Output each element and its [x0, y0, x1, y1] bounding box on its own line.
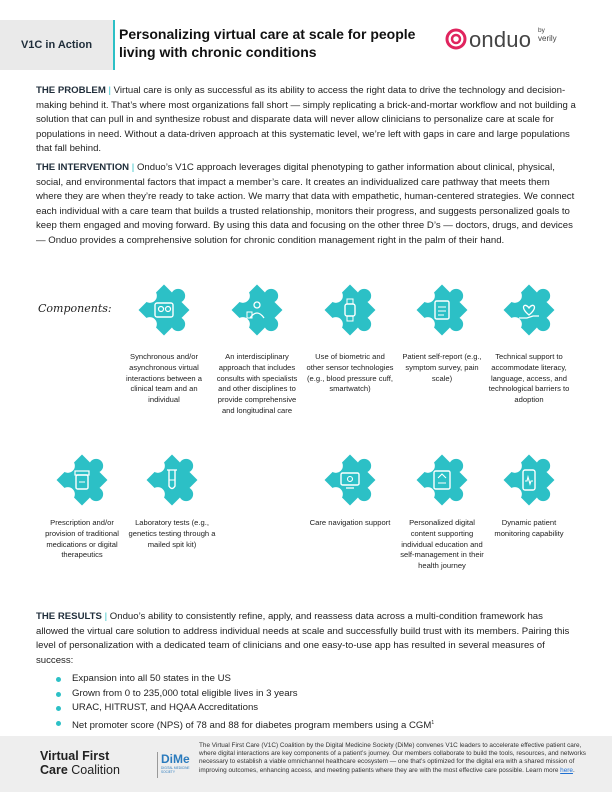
problem-separator: | [108, 85, 111, 96]
bullet-icon [56, 721, 61, 726]
footer-text: The Virtual First Care (V1C) Coalition by the Digital Medicine Society (DiMe) convenes V1C leaders to accelerate effective patient care, where digital interactions are key components of a patient’s journey. Our members collaborate to build the tools, resources, and networks necessary to establish a viable omnichannel healthcare ecosystem — one that’s optimized for the digital era with a shared mission of improving outcomes, enhancing access, and meeting patients where they are with the most effective care possible. Learn more here. [199, 742, 586, 774]
component-caption: Care navigation support [309, 518, 391, 527]
list-item: Grown from 0 to 235,000 total eligible lives in 3 years [56, 687, 434, 702]
component-caption: An interdisciplinary approach that includes consults with specialists and other disciplines to provide comprehensive and longitudinal care [216, 352, 298, 415]
footnote-mark: 1 [431, 719, 435, 726]
component-caption: Synchronous and/or asynchronous virtual interactions between a clinical team and an individual [126, 352, 202, 405]
component-piece [410, 448, 474, 512]
results-separator: | [104, 611, 108, 622]
dime-sub: DIGITAL MEDICINE SOCIETY [161, 766, 190, 774]
component-caption: Personalized digital content supporting individual education and self-management in their health journey [400, 518, 484, 571]
component-piece [50, 448, 114, 512]
logo-by: by [538, 27, 545, 34]
component-piece [318, 278, 382, 342]
component-piece [140, 448, 204, 512]
list-item: Expansion into all 50 states in the US [56, 672, 434, 687]
results-section [36, 610, 576, 668]
dime-label: DiMe [161, 752, 190, 766]
component-caption: Technical support to accommodate literacy, language, access, and technological barriers to adoption [488, 352, 570, 405]
learn-more-link[interactable]: here [560, 766, 573, 774]
v1c-logo-care: Care [40, 763, 68, 777]
v1c-coalition-logo [40, 749, 120, 777]
onduo-logo [445, 25, 595, 55]
results-heading: THE RESULTS [36, 611, 102, 622]
dime-logo [157, 750, 193, 780]
component-piece [410, 278, 474, 342]
v1c-logo-coalition: Coalition [71, 763, 120, 777]
onduo-mark-icon [445, 28, 467, 50]
component-caption: Patient self-report (e.g., symptom survey, pain scale) [402, 352, 482, 383]
problem-text: Virtual care is only as successful as its ability to access the right data to drive the technology and decision-making behind it. That’s where most organizations fall short — simply replicating a brick-and-mortar workflow and not building a solution that can pull in and synthesize robust and disparate data will never allow clinicians to personalize care at scale for populations in need. Without a data-driven approach at this systematic level, we’re left with gaps in care and large populations that fall behind. [36, 85, 576, 154]
list-item: Net promoter score (NPS) of 78 and 88 for diabetes program members using a CGM$^1$ [56, 716, 434, 734]
component-caption: Prescription and/or provision of traditional medications or digital therapeutics [45, 518, 119, 560]
component-piece [497, 448, 561, 512]
component-caption: Laboratory tests (e.g., genetics testing through a mailed spit kit) [128, 518, 216, 549]
intervention-section [36, 161, 576, 248]
intervention-separator: | [131, 162, 135, 173]
section-tag-label: V1C in Action [20, 39, 93, 51]
results-text: Onduo’s ability to consistently refine, apply, and reassess data across a multi-condition framework has allowed the virtual care solution to address individual needs at scale and successfully build trust with its members. Pairing this level of personalization with a dedicated team of clinicians and one easy-to-use app has resulted in several measures of success: [36, 611, 570, 666]
component-piece [225, 278, 289, 342]
bullet-icon [56, 677, 61, 682]
intervention-text: Onduo’s V1C approach leverages digital phenotyping to gather information about clinical, physical, social, and environmental factors that impact a member’s care. It creates an individualized care pathway that meets them where they are when they’re ready to take action. We marry that data with empathetic, human-centered strategies. We connect each individual with a care team that builds a trusted relationship, monitors their progress, and suggests personalized goals to keep them engaged and moving forward. By using this data and focusing on the other three D’s — doctors, drugs, and devices — Onduo provides a comprehensive solution for chronic condition management right in the palm of their hand. [36, 162, 575, 246]
intervention-heading: THE INTERVENTION [36, 162, 130, 173]
logo-wordmark: onduo [469, 27, 532, 52]
header-divider [113, 20, 115, 70]
component-caption: Dynamic patient monitoring capability [494, 518, 564, 538]
list-item: URAC, HITRUST, and HQAA Accreditations [56, 701, 434, 716]
component-piece [497, 278, 561, 342]
problem-section [36, 84, 576, 157]
component-piece [318, 448, 382, 512]
problem-heading: THE PROBLEM [36, 85, 106, 96]
page-title: Personalizing virtual care at scale for people living with chronic conditions [119, 26, 416, 60]
component-piece [132, 278, 196, 342]
section-tag [0, 20, 113, 70]
logo-verily: verily [538, 34, 557, 43]
component-caption: Use of biometric and other sensor technologies (e.g., blood pressure cuff, smartwatch) [306, 352, 394, 394]
bullet-icon [56, 706, 61, 711]
bullet-icon [56, 692, 61, 697]
components-label: Components: [38, 302, 112, 315]
v1c-logo-line1: Virtual First [40, 749, 110, 763]
results-list [56, 672, 434, 733]
